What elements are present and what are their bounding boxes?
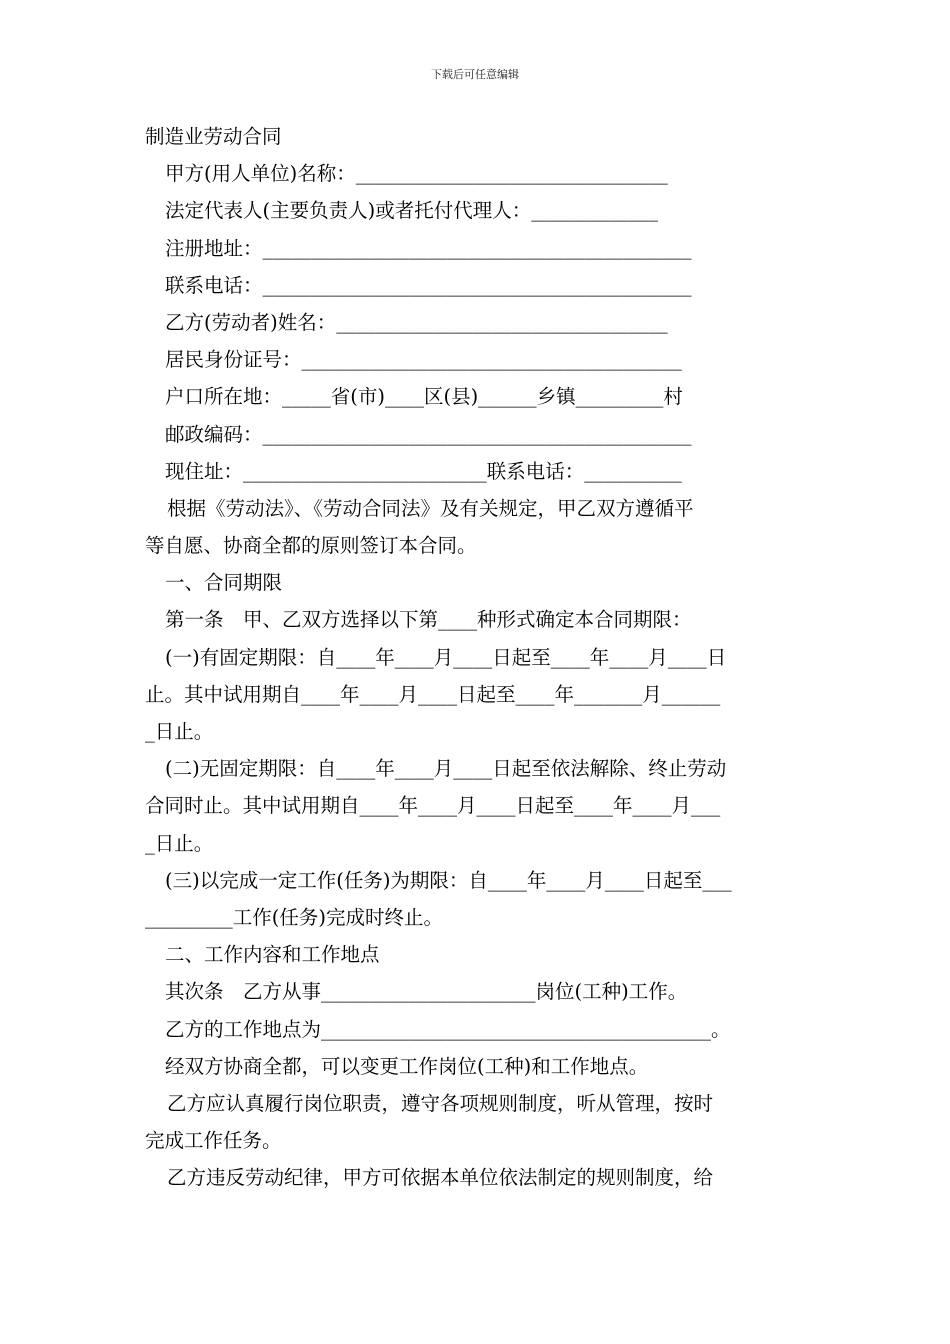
- article-line: 第一条 甲、乙双方选择以下第____种形式确定本合同期限：: [165, 608, 692, 632]
- paragraph-line: _日止。: [145, 831, 214, 855]
- section-heading: 二、工作内容和工作地点: [165, 943, 380, 967]
- paragraph-line: (二)无固定期限：自____年____月____日起至依法解除、终止劳动: [165, 757, 727, 781]
- paragraph-line: 完成工作任务。: [145, 1129, 282, 1153]
- current-address-field: 现住址：_________________________联系电话：__________: [165, 459, 682, 483]
- paragraph-line: _日止。: [145, 720, 214, 743]
- party-b-name-field: 乙方(劳动者)姓名：__________________________________: [165, 310, 668, 334]
- page-header: 下载后可任意编辑: [431, 68, 519, 81]
- postal-code-field: 邮政编码：____________________________________________: [165, 422, 692, 446]
- section-heading: 一、合同期限: [165, 571, 283, 595]
- document-title: 制造业劳动合同: [145, 125, 282, 148]
- registered-address-field: 注册地址：____________________________________________: [165, 236, 692, 260]
- paragraph-line: (三)以完成一定工作(任务)为期限：自____年____月____日起至___: [165, 868, 732, 892]
- paragraph-line: 等自愿、协商全都的原则签订本合同。: [145, 534, 477, 558]
- paragraph-line: (一)有固定期限：自____年____月____日起至____年____月____日: [165, 645, 727, 669]
- party-a-name-field: 甲方(用人单位)名称：________________________________: [165, 162, 668, 186]
- contract-body: [145, 118, 807, 1196]
- paragraph-line: 乙方违反劳动纪律，甲方可依据本单位依法制定的规则制度，给: [167, 1166, 714, 1190]
- id-number-field: 居民身份证号：_______________________________________: [165, 348, 682, 372]
- paragraph-line: 合同时止。其中试用期自____年____月____日起至____年____月___: [145, 794, 721, 818]
- household-registration-field: 户口所在地：_____省(市)____区(县)______乡镇_________村: [165, 385, 683, 409]
- article-line: 其次条 乙方从事______________________岗位(工种)工作。: [165, 980, 688, 1004]
- paragraph-line: 止。其中试用期自____年____月____日起至____年_______月______: [145, 682, 721, 706]
- paragraph-line: _________工作(任务)完成时终止。: [145, 905, 443, 929]
- paragraph-line: 乙方应认真履行岗位职责，遵守各项规则制度，听从管理，按时: [167, 1091, 714, 1115]
- paragraph-line: 乙方的工作地点为________________________________________。: [165, 1017, 731, 1041]
- paragraph-line: 根据《劳动法》、《劳动合同法》及有关规定，甲乙双方遵循平: [167, 496, 694, 520]
- paragraph-line: 经双方协商全都，可以变更工作岗位(工种)和工作地点。: [165, 1054, 649, 1078]
- contact-phone-field: 联系电话：____________________________________________: [165, 273, 692, 297]
- legal-representative-field: 法定代表人(主要负责人)或者托付代理人：_____________: [165, 199, 658, 223]
